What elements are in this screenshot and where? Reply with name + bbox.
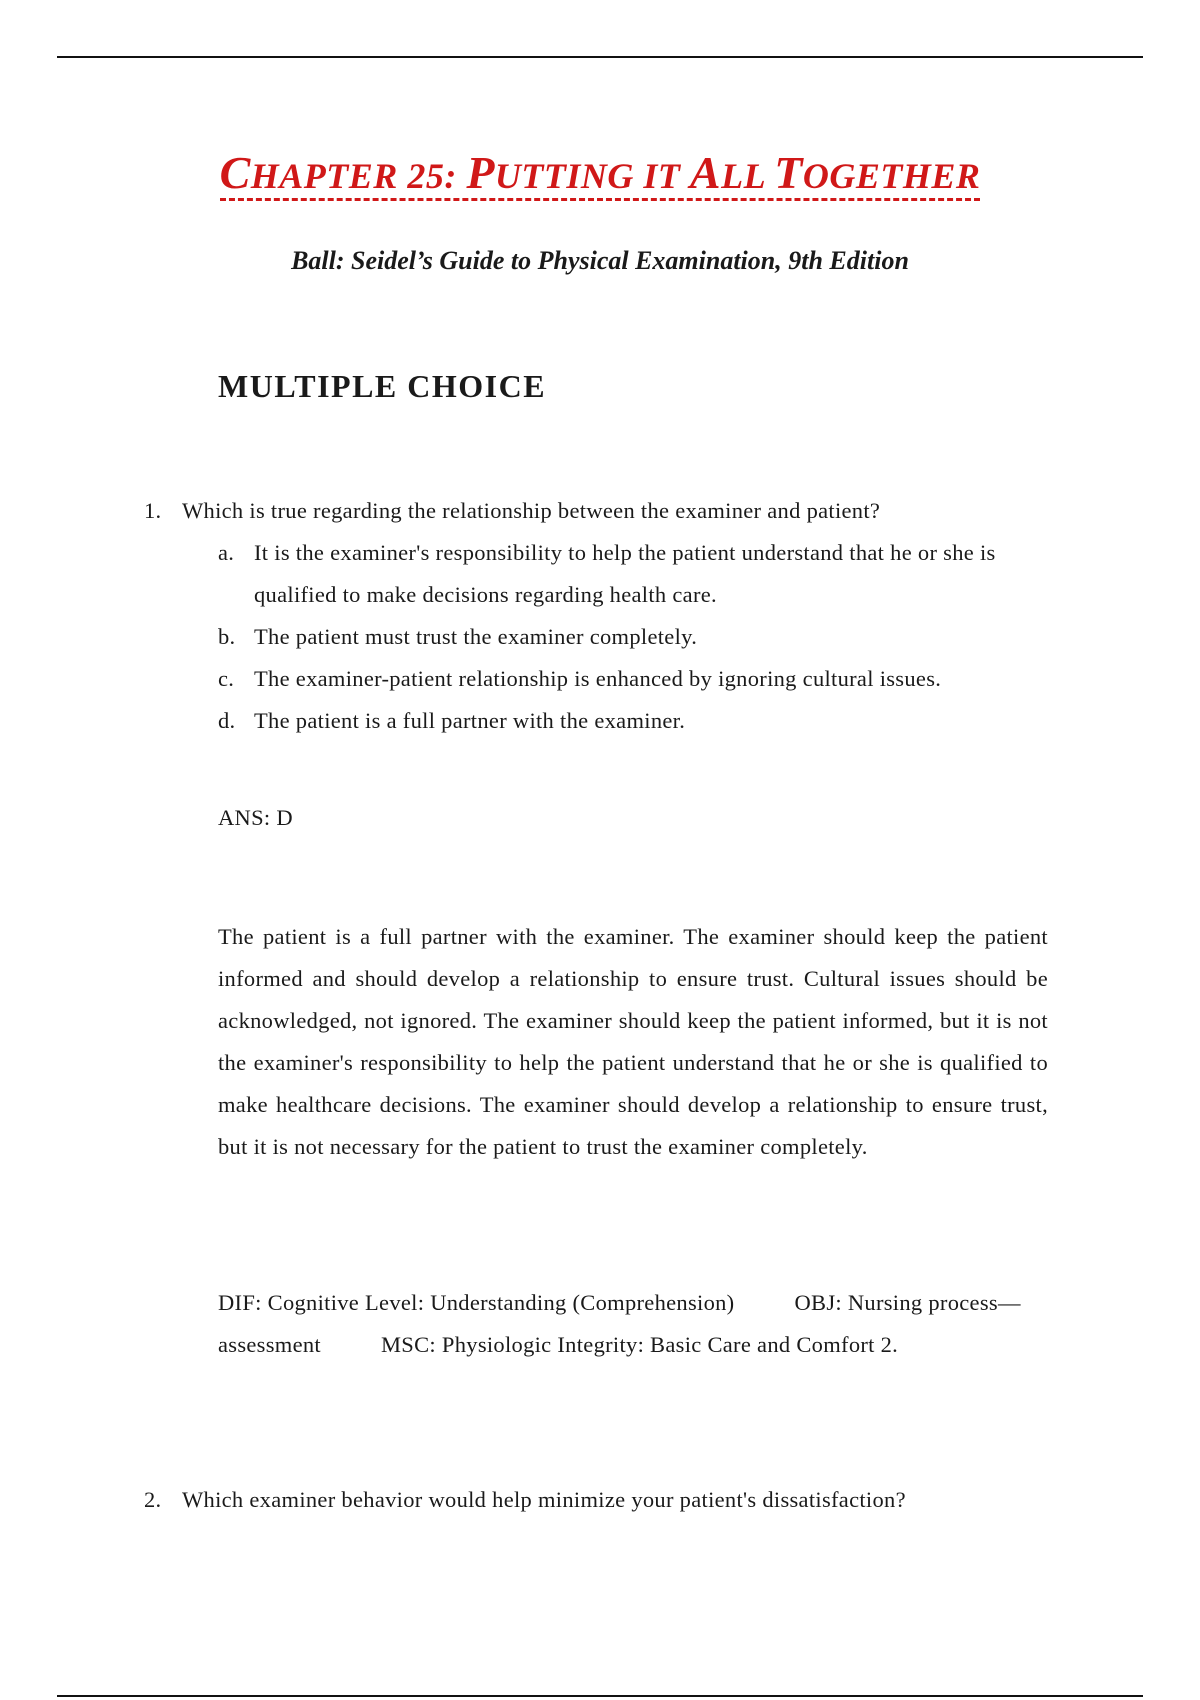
question-metadata: [218, 1282, 1048, 1366]
option-c: [218, 658, 1048, 700]
question-2-text: Which examiner behavior would help minimize your patient's dissatisfaction?: [182, 1487, 906, 1512]
objective-label: OBJ: Nursing process—assessment: [218, 1290, 1021, 1357]
option-b-text: The patient must trust the examiner completely.: [254, 624, 698, 649]
bottom-rule: [57, 1695, 1143, 1697]
question-1: [144, 498, 1064, 524]
option-a-letter: a.: [218, 540, 235, 565]
option-a-text: It is the examiner's responsibility to help the patient understand that he or she is qualified to make decisions regarding health care.: [254, 540, 996, 607]
option-b: [218, 616, 1048, 658]
msc-label: MSC: Physiologic Integrity: Basic Care and Comfort 2.: [381, 1332, 899, 1357]
question-2-number: 2.: [144, 1487, 162, 1512]
option-b-letter: b.: [218, 624, 236, 649]
option-d: [218, 700, 1048, 742]
top-rule: [57, 56, 1143, 58]
question-1-number: 1.: [144, 498, 162, 523]
option-a: [218, 532, 1048, 616]
chapter-title-text: CHAPTER 25: PUTTING IT ALL TOGETHER: [220, 147, 981, 201]
question-1-options: [218, 532, 1048, 742]
option-d-letter: d.: [218, 708, 236, 733]
answer-key: ANS: D: [218, 805, 293, 830]
difficulty-label: DIF: Cognitive Level: Understanding (Comprehension): [218, 1290, 735, 1315]
chapter-title: [0, 148, 1200, 199]
option-d-text: The patient is a full partner with the examiner.: [254, 708, 686, 733]
question-2: [144, 1487, 1064, 1513]
section-heading: MULTIPLE CHOICE: [218, 368, 547, 404]
rationale-text: The patient is a full partner with the examiner. The examiner should keep the patient informed and should develop a relationship to ensure trust. Cultural issues should be acknowledged, not ignored. The examiner should keep the patient informed, but it is not the examiner's responsibility to help the patient understand that he or she is qualified to make healthcare decisions. The examiner should develop a relationship to ensure trust, but it is not necessary for the patient to trust the examiner completely.: [218, 924, 1048, 1159]
option-c-text: The examiner-patient relationship is enhanced by ignoring cultural issues.: [254, 666, 942, 691]
book-subtitle: Ball: Seidel’s Guide to Physical Examination, 9th Edition: [291, 246, 909, 275]
question-1-text: Which is true regarding the relationship between the examiner and patient?: [182, 498, 881, 523]
option-c-letter: c.: [218, 666, 235, 691]
